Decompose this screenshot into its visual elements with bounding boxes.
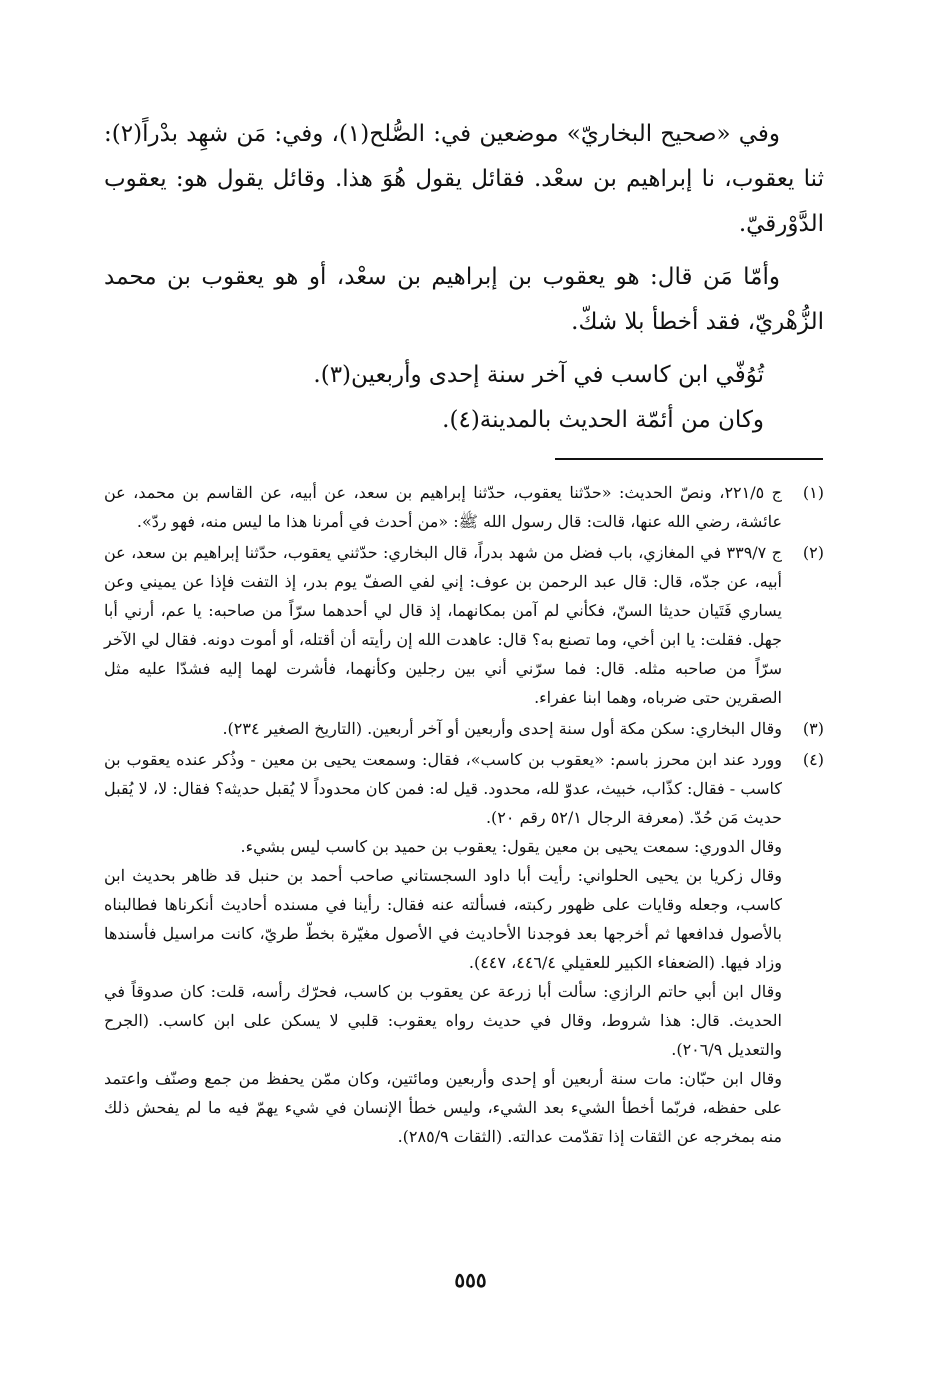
footnote-number: (٢) (802, 543, 824, 562)
footnote-1 (104, 478, 824, 536)
footnote-number: (٣) (802, 719, 824, 738)
footnote-text: وقال الدوري: سمعت يحيى بن معين يقول: يعقوب بن حميد بن كاسب ليس بشيء. (240, 837, 782, 856)
footnote-text: ج ٣٣٩/٧ في المغازي، باب فضل من شهد بدراً، قال البخاري: حدّثني يعقوب، حدّثنا إبراهيم بن سعد، عن أبيه، عن جدّه، قال: قال عبد الرحمن بن عوف: إني لفي الصفّ يوم بدر، إذ التفت فإذا عن يميني وعن يساري فَتَيان حديثا السنّ، فكأني لم آمن بمكانهما، إذ قال لي أحدهما سرّاً من صاحبه: يا عم، أرني أبا جهل. فقلت: يا ابن أخي، وما تصنع به؟ قال: عاهدت الله إن رأيته أن أقتله، أو أموت دونه. فقال لي الآخر سرّاً من صاحبه مثله. قال: فما سرّني أني بين رجلين وكأنهما، فأشرت لهما إليه فشدّا عليه مثل الصقرين حتى ضرباه، وهما ابنا عفراء. (104, 543, 782, 707)
footnote-text: وقال زكريا بن يحيى الحلواني: رأيت أبا داود السجستاني صاحب أحمد بن حنبل قد ظاهر بحديث ابن كاسب، وجعله وقايات على ظهور ركبته، فسألته عنه فقال: رأينا في مسنده أحاديث أنكرناها فطالبناه بالأصول فدافعها ثم أخرجها بعد فوجدنا الأحاديث في الأصول مغيّرة بخطّ طريّ، كانت مراسيل فأسندها وزاد فيها. (الضعفاء الكبير للعقيلي ٤٤٦/٤، ٤٤٧). (104, 866, 782, 972)
footnote-number: (٤) (802, 750, 824, 769)
death-note-line: تُوُفّي ابن كاسب في آخر سنة إحدى وأربعين(٣). (313, 362, 764, 388)
main-text (104, 112, 824, 443)
footnote-2 (104, 538, 824, 712)
main-paragraph-2: وأمّا مَن قال: هو يعقوب بن إبراهيم بن سعْد، أو هو يعقوب بن محمد الزُّهْريّ، فقد أخطأ بلا شكّ. (104, 264, 824, 335)
imam-note-line: وكان من أئمّة الحديث بالمدينة(٤). (442, 407, 764, 433)
page-number: ٥٥٥ (454, 1268, 487, 1292)
footnotes (104, 478, 824, 1153)
footnote-divider (555, 458, 823, 460)
footnote-text: وقال ابن حبّان: مات سنة أربعين أو إحدى وأربعين ومائتين، وكان ممّن يحفظ من جمع وصنّف واعتمد على حفظه، فربّما أخطأ الشيء بعد الشيء، وليس خطأ الإنسان في شيء يهمّ فيه ما لم يفحش ذلك منه بمخرجه عن الثقات إذا تقدّمت عدالته. (الثقات ٢٨٥/٩). (104, 1069, 782, 1146)
footnote-text: وورد عند ابن محرز باسم: «يعقوب بن كاسب»، فقال: وسمعت يحيى بن معين - وذُكر عنده يعقوب بن كاسب - فقال: كذّاب، خبيث، عدوّ لله، محدود. قيل له: فمن كان محدوداً لا يُقبل حديثه؟ فقال: لا، لا يُقبل حديث مَن حُدّ. (معرفة الرجال ٥٢/١ رقم ٢٠). (104, 750, 782, 827)
footnote-4 (104, 745, 824, 1151)
footnote-number: (١) (802, 483, 824, 502)
main-paragraph-1: وفي «صحيح البخاريّ» موضعين في: الصُّلح(١)، وفي: مَن شهِد بدْراً(٢): ثنا يعقوب، نا إبراهيم بن سعْد. فقائل يقول هُوَ هذا. وقائل يقول هو: يعقوب الدَّوْرقيّ. (104, 121, 824, 237)
footnote-3 (104, 714, 824, 743)
footnote-text: وقال البخاري: سكن مكة أول سنة إحدى وأربعين أو آخر أربعين. (التاريخ الصغير ٢٣٤). (222, 719, 782, 738)
footnote-text: ج ٢٢١/٥، ونصّ الحديث: «حدّثنا يعقوب، حدّثنا إبراهيم بن سعد، عن أبيه، عن القاسم بن محمد، عن عائشة، رضي الله عنها، قالت: قال رسول الله ﷺ: «من أحدث في أمرنا هذا ما ليس منه، فهو ردّ». (104, 483, 782, 531)
footnote-text: وقال ابن أبي حاتم الرازي: سألت أبا زرعة عن يعقوب بن كاسب، فحرّك رأسه، قلت: كان صدوقاً في الحديث. قال: هذا شروط، وقال في حديث رواه يعقوب: قلبي لا يسكن على ابن كاسب. (الجرح والتعديل ٢٠٦/٩). (104, 982, 783, 1059)
